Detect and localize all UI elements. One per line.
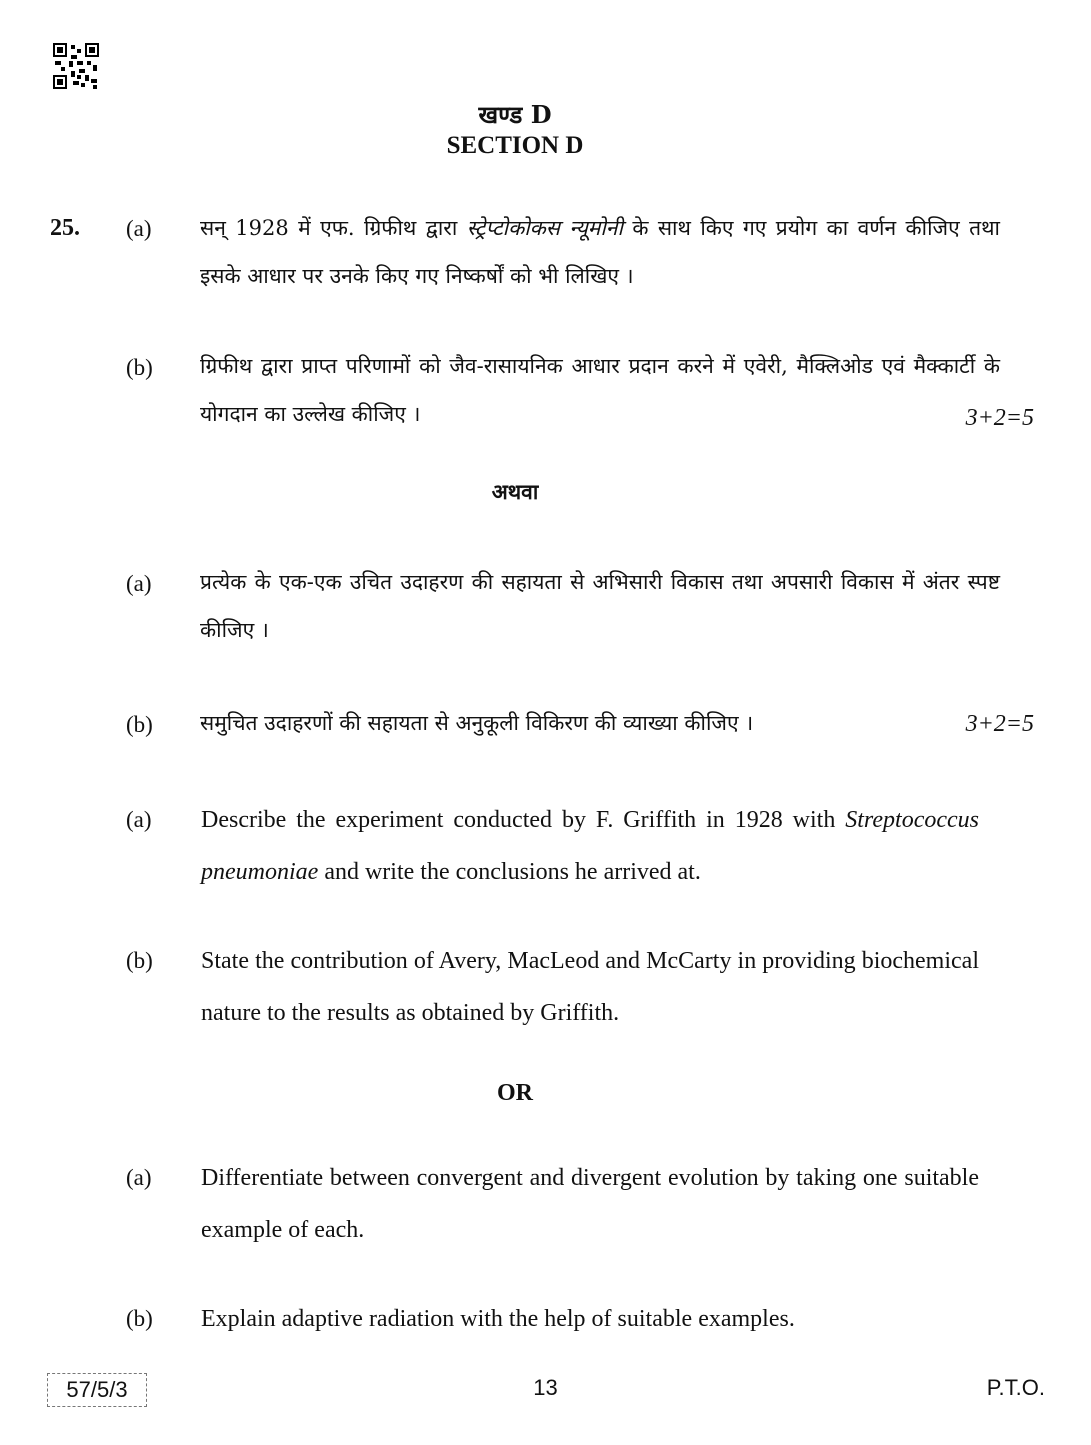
- paper-code: 57/5/3: [66, 1377, 128, 1402]
- english-a-italic: Streptococcus pneumoniae: [201, 807, 979, 885]
- hindi-or-a-text: प्रत्येक के एक-एक उचित उदाहरण की सहायता से अभिसारी विकास तथा अपसारी विकास में अंतर स्पष्ट कीजिए ।: [200, 570, 1000, 642]
- hindi-or-b-marks: 3+2=5: [965, 711, 1034, 737]
- hindi-or-b-text: समुचित उदाहरणों की सहायता से अनुकूली विकिरण की व्याख्या कीजिए ।: [200, 711, 754, 735]
- english-a-text: Describe the experiment conducted by F. Griffith in 1928 with Streptococcus pneumoniae and write the conclusions he arrived at.: [201, 807, 979, 885]
- english-or-a-text: Differentiate between convergent and divergent evolution by taking one suitable example of each.: [201, 1165, 979, 1243]
- hindi-or-b-label: (b): [126, 712, 153, 737]
- hindi-b-marks: 3+2=5: [965, 405, 1034, 431]
- qr-code-icon: [53, 43, 99, 89]
- hindi-b-text: ग्रिफीथ द्वारा प्राप्त परिणामों को जैव-रासायनिक आधार प्रदान करने में एवेरी, मैक्लिओड एवं मैक्कार्टी के योगदान का उल्लेख कीजिए ।: [200, 354, 1000, 426]
- hindi-a-text: सन् 1928 में एफ. ग्रिफीथ द्वारा स्ट्रेप्टोकोकस न्यूमोनी के साथ किए गए प्रयोग का वर्णन कीजिए तथा इसके आधार पर उनके किए गए निष्कर्षों को भी लिखिए ।: [200, 216, 1000, 288]
- english-or-a-label: (a): [126, 1165, 152, 1190]
- english-b-label: (b): [126, 948, 153, 973]
- english-b-text: State the contribution of Avery, MacLeod and McCarty in providing biochemical nature to the results as obtained by Griffith.: [201, 948, 979, 1026]
- pto-label: P.T.O.: [986, 1375, 1045, 1400]
- page-number: 13: [533, 1375, 558, 1400]
- english-or-b-label: (b): [126, 1306, 153, 1331]
- or-english: OR: [497, 1080, 533, 1106]
- hindi-a-label: (a): [126, 216, 152, 241]
- hindi-or-a-label: (a): [126, 571, 152, 596]
- question-number: 25.: [50, 215, 80, 241]
- or-hindi: अथवा: [491, 479, 539, 504]
- english-or-b-text: Explain adaptive radiation with the help of suitable examples.: [201, 1306, 795, 1332]
- section-title-hindi: खण्ड D: [478, 100, 552, 129]
- english-a-label: (a): [126, 807, 152, 832]
- hindi-b-label: (b): [126, 355, 153, 380]
- hindi-a-italic: स्ट्रेप्टोकोकस न्यूमोनी: [466, 216, 623, 240]
- section-title-english: SECTION D: [446, 132, 584, 159]
